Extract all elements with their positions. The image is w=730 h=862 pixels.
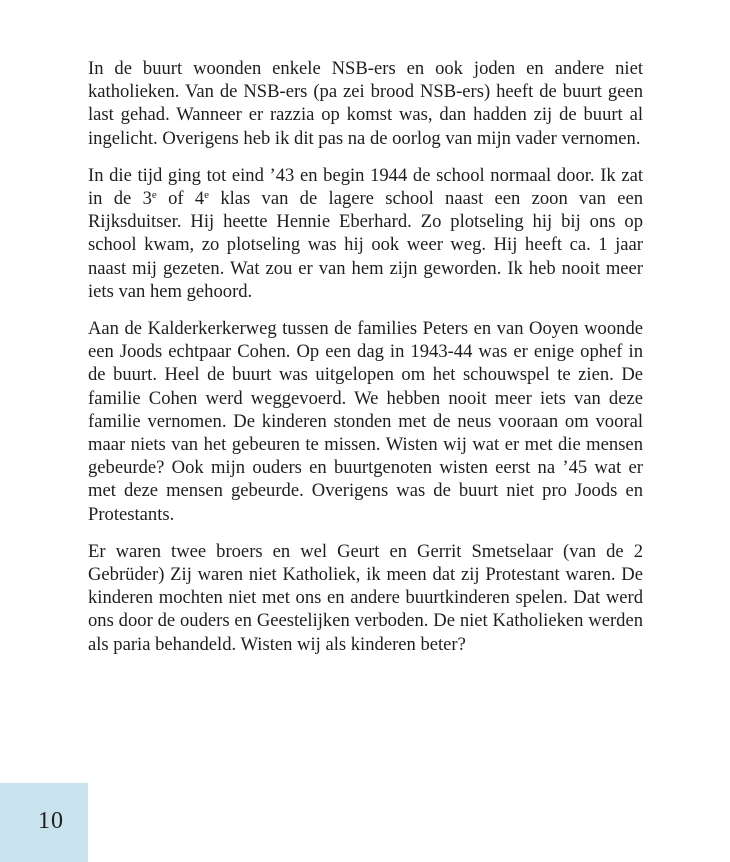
paragraph-school-part-2: of 4 xyxy=(156,188,205,210)
paragraph-nsb: In de buurt woonden enkele NSB-ers en ook joden en andere niet katholieken. Van de NSB-ers (pa zei brood NSB-ers) heeft de buurt geen last gehad. Wanneer er razzia op komst was, dan hadden zij de buurt al ingelicht. Overigens heb ik dit pas na de oorlog van mijn vader vernomen. xyxy=(88,58,643,149)
ordinal-suffix-4e: e xyxy=(204,189,210,202)
paragraph-cohen: Aan de Kalderkerkerweg tussen de families Peters en van Ooyen woonde een Joods echtpaar Cohen. Op een dag in 1943-44 was er enige ophef in de buurt. Heel de buurt was uitgelopen om het schouwspel te zien. De familie Cohen werd weggevoerd. We hebben nooit meer iets van deze familie vernomen. De kinderen stonden met de neus vooraan om vooral maar niets van het gebeuren te missen. Wisten wij wat er met die mensen gebeurde? Ook mijn ouders en buurtgenoten wisten eerst na ’45 wat er met deze mensen gebeurde. Overigens was de buurt niet pro Joods en Protestants. xyxy=(88,318,643,525)
page-number: 10 xyxy=(38,808,64,834)
ordinal-suffix-3e: e xyxy=(151,189,157,202)
paragraph-school-part-3: klas van de lagere school naast een zoon van een Rijksduitser. Hij heette Hennie Eberhard. Zo plotseling hij bij ons op school kwam, zo plotseling was hij ook weer weg. Hij heeft ca. 1 jaar naast mij gezeten. Wat zou er van hem zijn geworden. Ik heb nooit meer iets van hem gehoord. xyxy=(88,188,643,302)
paragraph-school-part-1: In die tijd ging tot eind ’43 en begin 1944 de school normaal door. Ik zat in de 3 xyxy=(88,164,643,210)
paragraph-school xyxy=(88,164,643,303)
page-number-box xyxy=(0,783,88,862)
text-column xyxy=(88,57,643,656)
paragraph-smetselaar: Er waren twee broers en wel Geurt en Gerrit Smetselaar (van de 2 Gebrüder) Zij waren niet Katholiek, ik meen dat zij Protestant waren. De kinderen mochten niet met ons en andere buurtkinderen spelen. Dat werd ons door de ouders en Geestelijken verboden. De niet Katholieken werden als paria behandeld. Wisten wij als kinderen beter? xyxy=(88,540,643,655)
